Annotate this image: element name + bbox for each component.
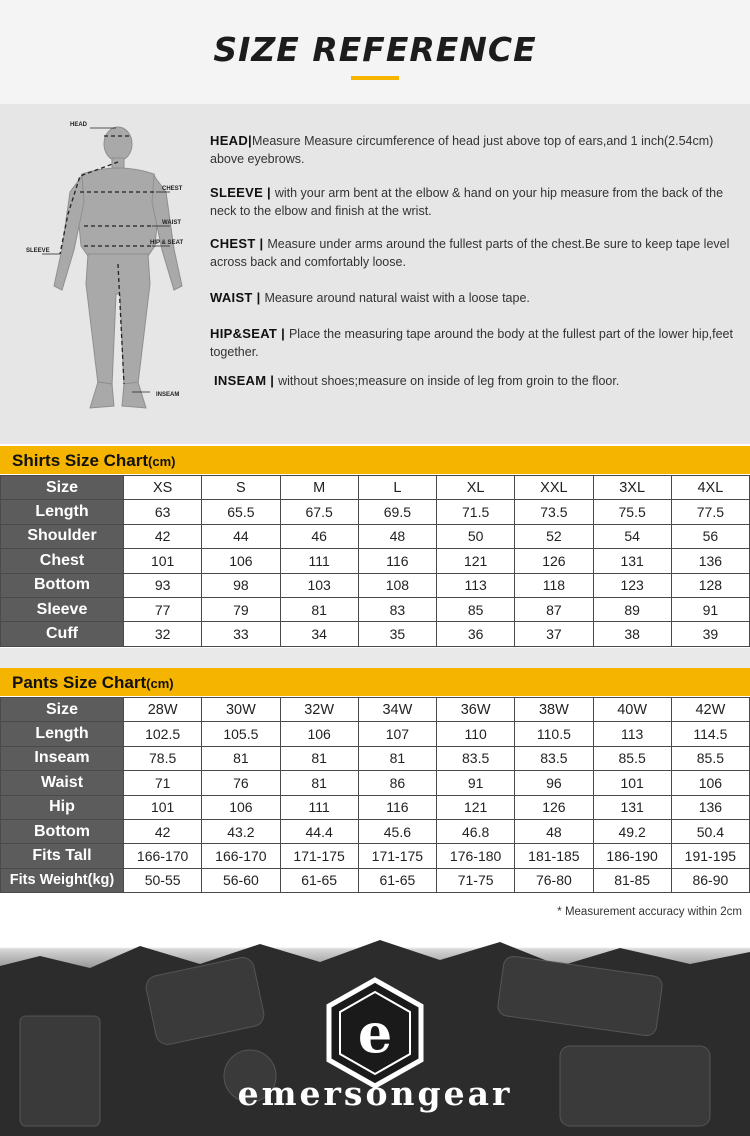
table-cell: 81	[280, 771, 358, 795]
table-cell: 32W	[280, 698, 358, 722]
table-cell: 113	[593, 722, 671, 746]
table-row	[1, 746, 750, 770]
table-cell: 171-175	[280, 844, 358, 868]
table-cell: 76-80	[515, 868, 593, 892]
table-row	[1, 722, 750, 746]
table-cell: 42	[124, 524, 202, 548]
table-cell: 102.5	[124, 722, 202, 746]
table-cell: 96	[515, 771, 593, 795]
table-cell: 101	[593, 771, 671, 795]
table-cell: 121	[437, 549, 515, 573]
table-cell: 73.5	[515, 500, 593, 524]
figure-label-inseam: INSEAM	[156, 392, 180, 398]
table-cell: 107	[358, 722, 436, 746]
table-cell: 39	[671, 622, 749, 646]
pants-chart-heading: Pants Size Chart(cm)	[0, 668, 750, 696]
table-cell: 50	[437, 524, 515, 548]
table-cell: 81	[280, 746, 358, 770]
table-cell: 108	[358, 573, 436, 597]
table-cell: 116	[358, 549, 436, 573]
table-cell: 3XL	[593, 476, 671, 500]
table-cell: 61-65	[280, 868, 358, 892]
table-row	[1, 597, 750, 621]
table-cell: 106	[202, 795, 280, 819]
shirts-size-table	[0, 475, 750, 647]
table-cell: 121	[437, 795, 515, 819]
table-cell: 75.5	[593, 500, 671, 524]
brand-name: emersongear	[237, 1074, 513, 1113]
table-cell: 186-190	[593, 844, 671, 868]
table-row	[1, 500, 750, 524]
table-row	[1, 819, 750, 843]
table-cell: 79	[202, 597, 280, 621]
table-row	[1, 795, 750, 819]
table-cell: 46.8	[437, 819, 515, 843]
table-cell: 50.4	[671, 819, 749, 843]
header	[0, 0, 750, 104]
table-cell: 38W	[515, 698, 593, 722]
table-cell: 91	[437, 771, 515, 795]
table-cell: 111	[280, 795, 358, 819]
row-label: Size	[1, 698, 124, 722]
table-cell: 91	[671, 597, 749, 621]
table-cell: 103	[280, 573, 358, 597]
table-cell: M	[280, 476, 358, 500]
table-cell: 85.5	[593, 746, 671, 770]
table-cell: 4XL	[671, 476, 749, 500]
table-cell: 166-170	[202, 844, 280, 868]
table-cell: 50-55	[124, 868, 202, 892]
table-cell: 42W	[671, 698, 749, 722]
table-cell: 83.5	[437, 746, 515, 770]
row-label: Bottom	[1, 819, 124, 843]
table-cell: 78.5	[124, 746, 202, 770]
table-cell: 110.5	[515, 722, 593, 746]
row-label: Sleeve	[1, 597, 124, 621]
table-cell: 56-60	[202, 868, 280, 892]
table-row	[1, 524, 750, 548]
table-cell: 111	[280, 549, 358, 573]
table-cell: 136	[671, 549, 749, 573]
table-cell: 56	[671, 524, 749, 548]
table-cell: 101	[124, 795, 202, 819]
table-cell: 106	[202, 549, 280, 573]
note-inseam: INSEAM | without shoes;measure on inside of leg from groin to the floor.	[214, 373, 620, 388]
table-cell: 65.5	[202, 500, 280, 524]
table-cell: 81	[358, 746, 436, 770]
table-cell: 71	[124, 771, 202, 795]
table-cell: 38	[593, 622, 671, 646]
table-cell: 77.5	[671, 500, 749, 524]
table-row	[1, 868, 750, 892]
shirts-chart-heading: Shirts Size Chart(cm)	[0, 446, 750, 474]
table-cell: 36	[437, 622, 515, 646]
table-cell: 37	[515, 622, 593, 646]
table-cell: L	[358, 476, 436, 500]
table-cell: 77	[124, 597, 202, 621]
table-cell: 81	[280, 597, 358, 621]
table-cell: 128	[671, 573, 749, 597]
note-hip-seat: HIP&SEAT | Place the measuring tape around the body at the fullest part of the lower hip,feet together.	[210, 326, 733, 359]
table-cell: 43.2	[202, 819, 280, 843]
table-cell: 176-180	[437, 844, 515, 868]
table-cell: 106	[671, 771, 749, 795]
note-head: HEAD|Measure Measure circumference of head just above top of ears,and 1 inch(2.54cm) above eyebrows.	[210, 133, 714, 166]
table-cell: XL	[437, 476, 515, 500]
table-cell: 52	[515, 524, 593, 548]
row-label: Shoulder	[1, 524, 124, 548]
figure-label-hip-seat: HIP & SEAT	[150, 240, 184, 246]
table-cell: 110	[437, 722, 515, 746]
table-cell: 85.5	[671, 746, 749, 770]
table-cell: 98	[202, 573, 280, 597]
table-cell: 126	[515, 549, 593, 573]
table-cell: 191-195	[671, 844, 749, 868]
table-cell: 86	[358, 771, 436, 795]
table-row	[1, 698, 750, 722]
row-label: Inseam	[1, 746, 124, 770]
row-label: Bottom	[1, 573, 124, 597]
table-cell: 63	[124, 500, 202, 524]
table-row	[1, 844, 750, 868]
measurement-guide	[0, 104, 750, 444]
table-cell: 67.5	[280, 500, 358, 524]
table-cell: 83.5	[515, 746, 593, 770]
table-cell: 114.5	[671, 722, 749, 746]
body-measurement-figure	[20, 114, 210, 424]
logo-letter: e	[357, 1001, 393, 1065]
table-cell: 42	[124, 819, 202, 843]
figure-label-chest: CHEST	[162, 186, 183, 192]
section-divider	[0, 648, 750, 668]
emersongear-logo	[318, 976, 432, 1090]
measurement-footnote: * Measurement accuracy within 2cm	[557, 906, 742, 918]
table-cell: 131	[593, 549, 671, 573]
table-cell: S	[202, 476, 280, 500]
note-sleeve: SLEEVE | with your arm bent at the elbow & hand on your hip measure from the back of the neck to the elbow and finish at the wrist.	[210, 185, 724, 218]
row-label: Fits Weight(kg)	[1, 868, 124, 892]
table-cell: 93	[124, 573, 202, 597]
table-cell: 171-175	[358, 844, 436, 868]
pants-size-table	[0, 697, 750, 893]
table-cell: 44.4	[280, 819, 358, 843]
table-cell: 123	[593, 573, 671, 597]
table-cell: 131	[593, 795, 671, 819]
row-label: Waist	[1, 771, 124, 795]
table-cell: 166-170	[124, 844, 202, 868]
table-row	[1, 622, 750, 646]
table-cell: 181-185	[515, 844, 593, 868]
table-cell: 35	[358, 622, 436, 646]
row-label: Fits Tall	[1, 844, 124, 868]
brand-footer	[0, 926, 750, 1136]
table-cell: 34	[280, 622, 358, 646]
figure-label-head: HEAD	[70, 122, 88, 128]
row-label: Chest	[1, 549, 124, 573]
table-cell: 106	[280, 722, 358, 746]
table-cell: 87	[515, 597, 593, 621]
table-cell: 36W	[437, 698, 515, 722]
table-cell: 81	[202, 746, 280, 770]
row-label: Length	[1, 500, 124, 524]
title-underline	[351, 76, 399, 80]
table-row	[1, 549, 750, 573]
table-cell: 71-75	[437, 868, 515, 892]
table-cell: 61-65	[358, 868, 436, 892]
table-cell: 71.5	[437, 500, 515, 524]
table-cell: 44	[202, 524, 280, 548]
table-cell: 30W	[202, 698, 280, 722]
table-cell: 126	[515, 795, 593, 819]
page-title: SIZE REFERENCE	[213, 30, 537, 69]
table-cell: 40W	[593, 698, 671, 722]
table-cell: 101	[124, 549, 202, 573]
table-row	[1, 476, 750, 500]
figure-label-sleeve: SLEEVE	[26, 248, 50, 254]
row-label: Hip	[1, 795, 124, 819]
table-cell: 69.5	[358, 500, 436, 524]
note-waist: WAIST | Measure around natural waist with a loose tape.	[210, 290, 530, 305]
table-cell: 33	[202, 622, 280, 646]
table-cell: XS	[124, 476, 202, 500]
table-cell: 54	[593, 524, 671, 548]
table-cell: 76	[202, 771, 280, 795]
table-cell: 113	[437, 573, 515, 597]
table-cell: 81-85	[593, 868, 671, 892]
table-cell: 136	[671, 795, 749, 819]
table-cell: 49.2	[593, 819, 671, 843]
table-cell: 116	[358, 795, 436, 819]
table-cell: 46	[280, 524, 358, 548]
figure-label-waist: WAIST	[162, 220, 181, 226]
table-cell: XXL	[515, 476, 593, 500]
table-cell: 85	[437, 597, 515, 621]
table-cell: 28W	[124, 698, 202, 722]
table-row	[1, 573, 750, 597]
table-cell: 48	[515, 819, 593, 843]
table-cell: 118	[515, 573, 593, 597]
table-row	[1, 771, 750, 795]
table-cell: 105.5	[202, 722, 280, 746]
row-label: Size	[1, 476, 124, 500]
table-cell: 83	[358, 597, 436, 621]
table-cell: 34W	[358, 698, 436, 722]
row-label: Cuff	[1, 622, 124, 646]
table-cell: 89	[593, 597, 671, 621]
note-chest: CHEST | Measure under arms around the fullest parts of the chest.Be sure to keep tape level across back and comfortably loose.	[210, 236, 730, 269]
row-label: Length	[1, 722, 124, 746]
table-cell: 45.6	[358, 819, 436, 843]
table-cell: 48	[358, 524, 436, 548]
table-cell: 32	[124, 622, 202, 646]
table-cell: 86-90	[671, 868, 749, 892]
